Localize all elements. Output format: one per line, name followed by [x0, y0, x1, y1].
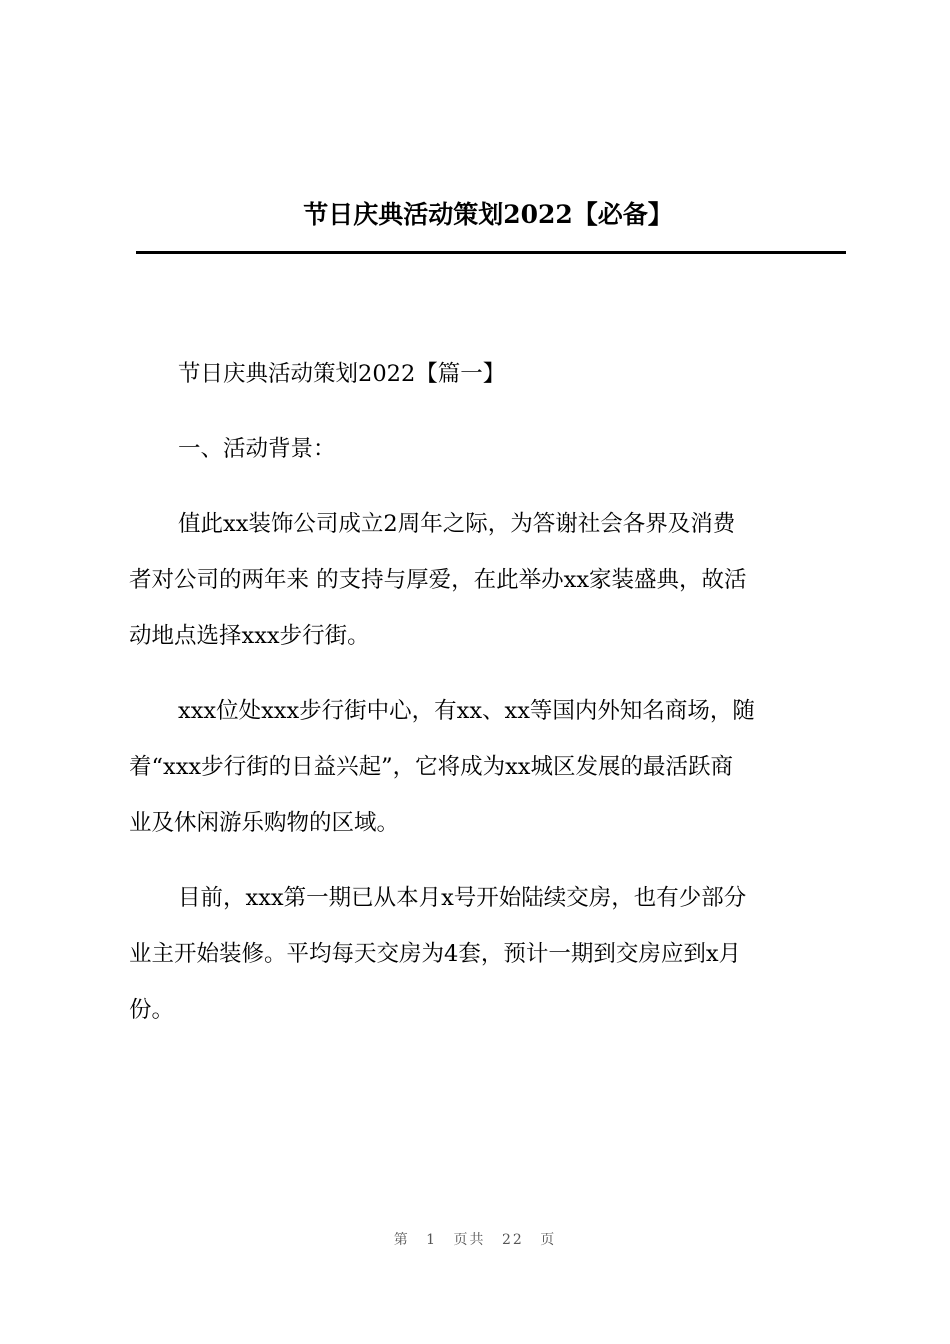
text-line: 业及休闲游乐购物的区域。 [129, 810, 400, 836]
text-line: 动地点选择xxx步行街。 [129, 623, 370, 649]
text-line: 业主开始装修。平均每天交房为4套，预计一期到交房应到x月 [129, 941, 742, 967]
text-line: 目前，xxx第一期已从本月x号开始陆续交房，也有少部分 [178, 885, 747, 911]
text-line: xxx位处xxx步行街中心，有xx、xx等国内外知名商场，随 [178, 698, 755, 724]
text-line: 值此xx装饰公司成立2周年之际，为答谢社会各界及消费 [178, 511, 736, 537]
text-line: 一、活动背景： [178, 436, 336, 462]
title-underline [136, 251, 846, 254]
paragraph-handover [129, 870, 847, 1038]
paragraph-location [129, 683, 847, 851]
section-heading-part-one [129, 346, 847, 402]
paragraph-anniversary [129, 496, 847, 664]
section-heading-background [129, 421, 847, 477]
page-number-footer: 第 1 页共 22 页 [393, 1232, 557, 1248]
document-body [129, 346, 847, 1057]
text-line: 着“xxx步行街的日益兴起”，它将成为xx城区发展的最活跃商 [129, 754, 733, 780]
text-line: 者对公司的两年来 的支持与厚爱，在此举办xx家装盛典，故活 [129, 567, 747, 593]
document-title: 节日庆典活动策划2022【必备】 [303, 200, 673, 229]
text-line: 节日庆典活动策划2022【篇一】 [178, 361, 506, 387]
text-line: 份。 [129, 997, 175, 1023]
